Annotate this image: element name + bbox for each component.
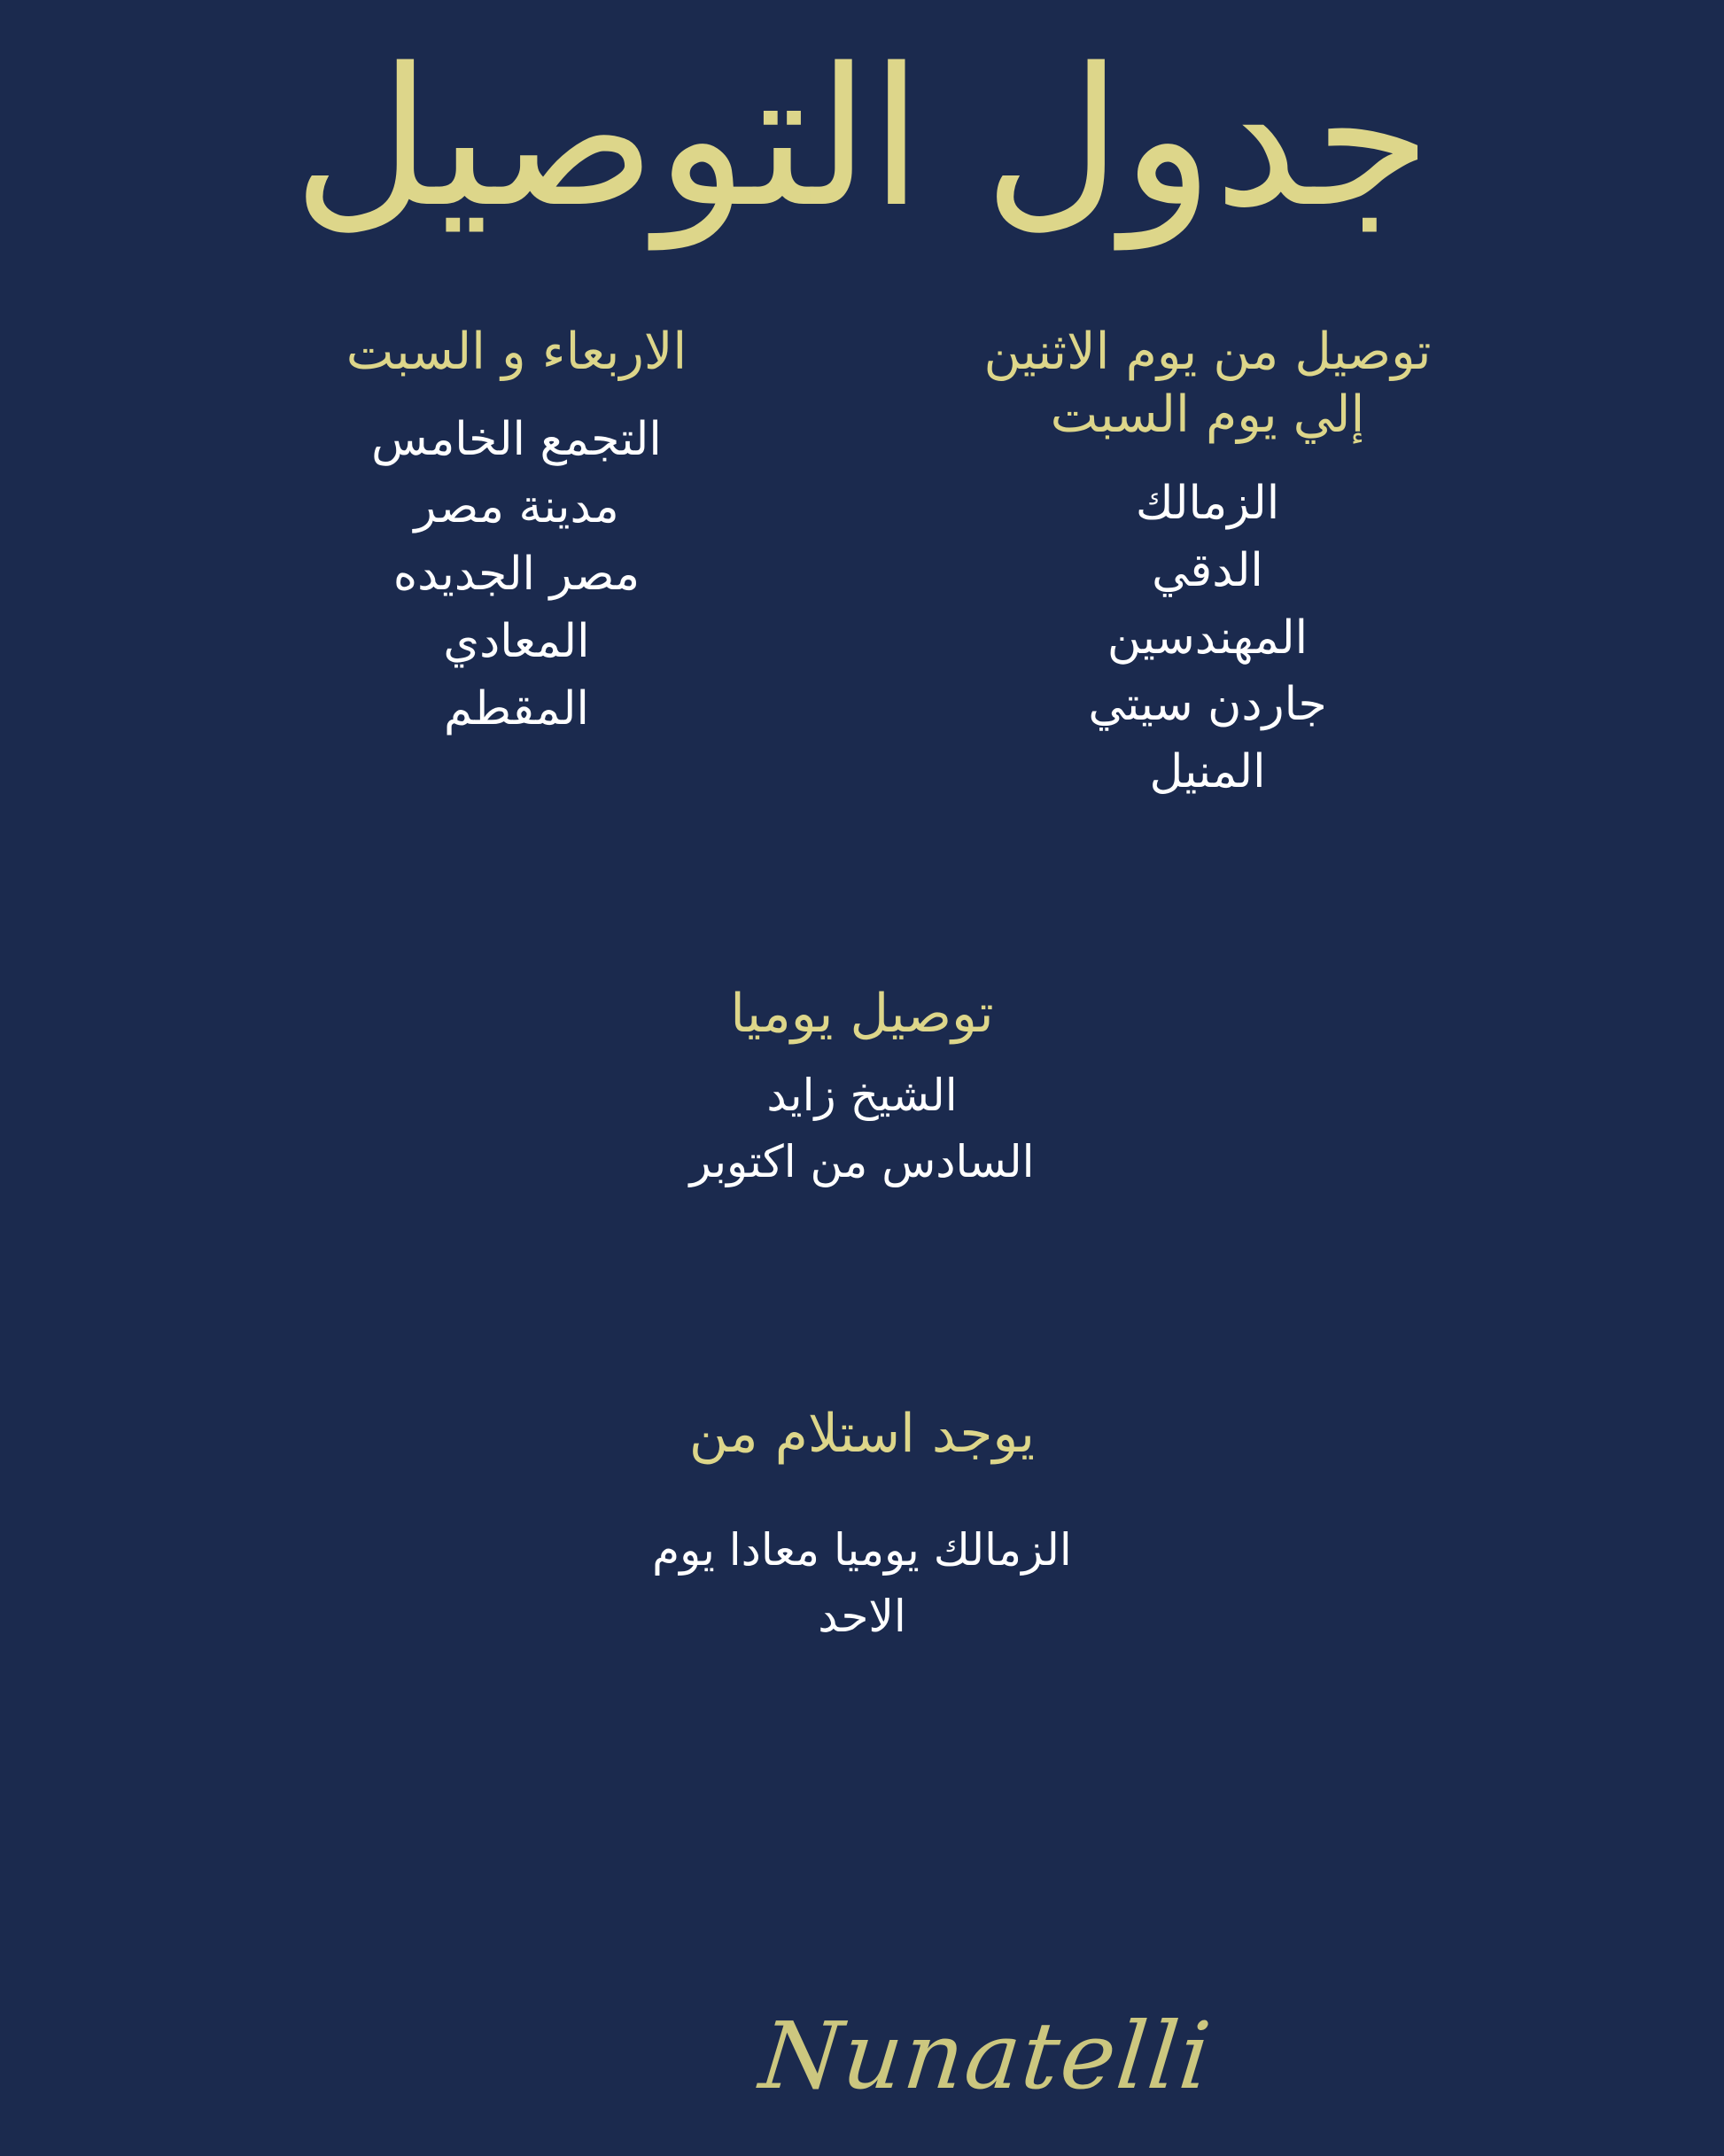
column-heading-wed-sat: الاربعاء و السبت	[346, 323, 687, 382]
list-item: التجمع الخامس	[371, 413, 662, 467]
list-item: المقطم	[444, 682, 589, 736]
list-item: السادس من اكتوبر	[689, 1136, 1035, 1188]
brand-footer	[0, 2002, 1724, 2110]
pickup-section	[0, 1399, 1724, 1650]
brand-logo-text: Nunatelli	[755, 2002, 1217, 2110]
list-item: المنيل	[1149, 745, 1266, 799]
column-heading-mon-sat: توصيل من يوم الاثنين إلي يوم السبت	[983, 323, 1432, 445]
list-item: الاحد	[818, 1591, 906, 1643]
pickup-notes	[0, 1517, 1724, 1650]
area-list-wed-sat	[251, 407, 782, 743]
list-item: جاردن سيتي	[1088, 678, 1327, 732]
list-item: مصر الجديده	[392, 548, 641, 602]
daily-delivery-heading: توصيل يوميا	[730, 983, 994, 1046]
daily-delivery-section	[0, 979, 1724, 1195]
list-item: الزمالك	[1135, 476, 1280, 530]
schedule-column-mon-sat	[942, 321, 1473, 806]
list-item: الدقي	[1152, 543, 1263, 597]
list-item: المهندسين	[1107, 611, 1309, 665]
schedule-column-wed-sat	[251, 321, 782, 743]
pickup-heading: يوجد استلام من	[688, 1403, 1036, 1466]
schedule-columns	[0, 321, 1724, 806]
list-item: مدينة مصر	[414, 480, 619, 534]
page-title: جدول التوصيل	[292, 27, 1432, 249]
daily-delivery-list	[0, 1062, 1724, 1195]
list-item: المعادي	[443, 615, 590, 669]
area-list-mon-sat	[942, 471, 1473, 807]
list-item: الشيخ زايد	[766, 1070, 958, 1122]
list-item: الزمالك يوميا معادا يوم	[652, 1524, 1072, 1576]
